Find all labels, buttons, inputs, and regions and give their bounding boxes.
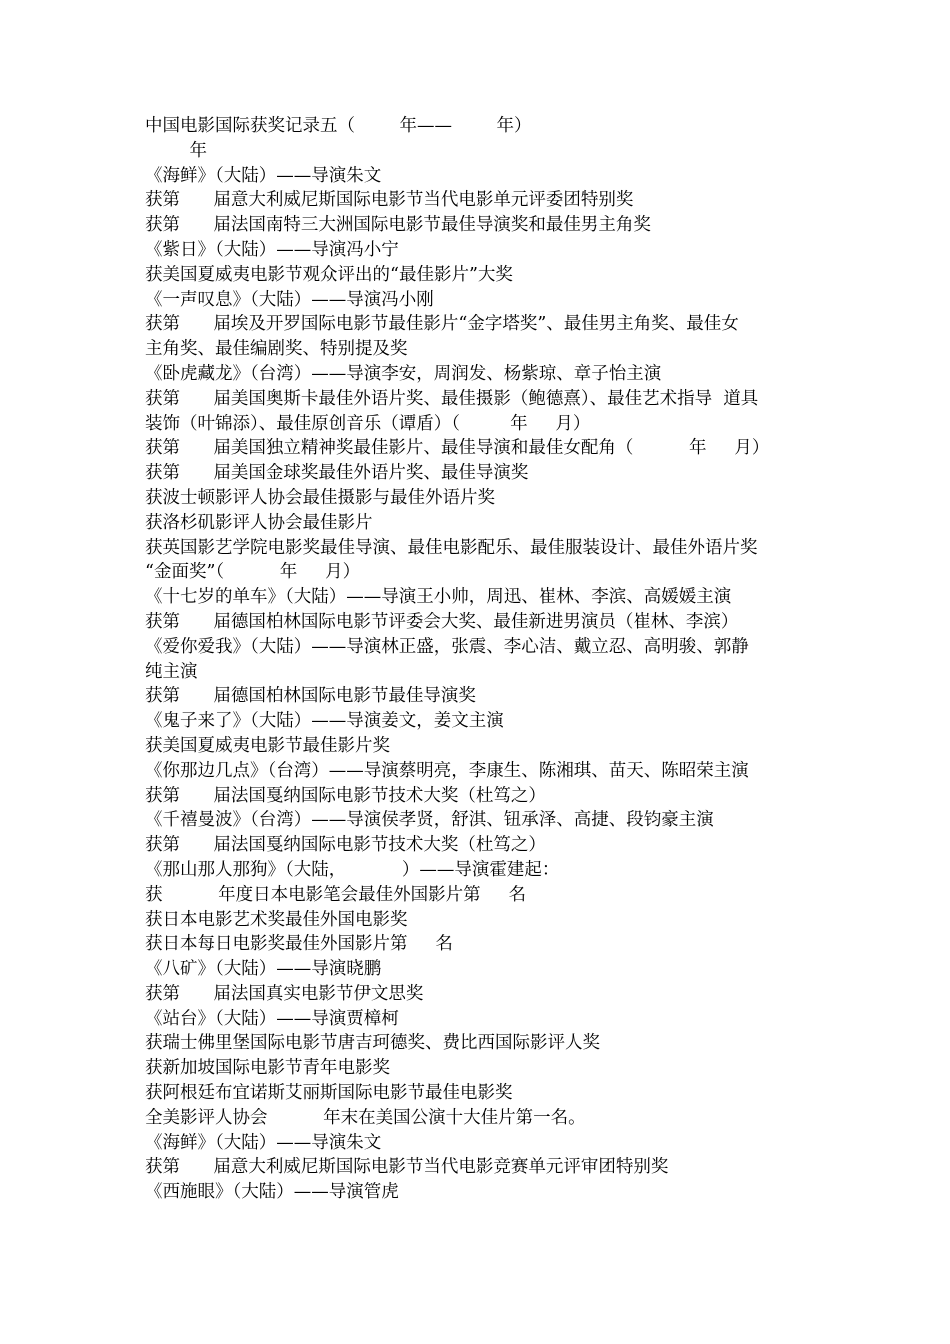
film-entry: 《千禧曼波》（台湾）——导演侯孝贤，舒淇、钮承泽、高捷、段钧豪主演	[145, 810, 714, 831]
award-line: 获第 届意大利威尼斯国际电影节当代电影单元评委团特别奖	[145, 190, 634, 211]
award-line: 获美国夏威夷电影节最佳影片奖	[145, 735, 390, 756]
award-line: 获瑞士佛里堡国际电影节唐吉珂德奖、费比西国际影评人奖	[145, 1033, 600, 1054]
award-line: 获阿根廷布宜诺斯艾丽斯国际电影节最佳电影奖	[145, 1083, 513, 1104]
year-heading: 年	[145, 140, 208, 161]
film-entry: 《西施眼》（大陆）——导演管虎	[145, 1182, 399, 1203]
award-line: 获美国夏威夷电影节观众评出的“最佳影片”大奖	[145, 264, 513, 285]
award-line: 全美影评人协会 年末在美国公演十大佳片第一名。	[145, 1107, 586, 1128]
award-line: 获第 届德国柏林国际电影节评委会大奖、最佳新进男演员（崔林、李滨）	[145, 611, 739, 632]
award-line-continued: 主角奖、最佳编剧奖、特别提及奖	[145, 339, 408, 360]
film-entry: 《卧虎藏龙》（台湾）——导演李安，周润发、杨紫琼、章子怡主演	[145, 363, 662, 384]
award-line: 获第 届意大利威尼斯国际电影节当代电影竞赛单元评审团特别奖	[145, 1157, 669, 1178]
film-entry: 《十七岁的单车》（大陆）——导演王小帅，周迅、崔林、李滨、高媛媛主演	[145, 587, 732, 608]
award-line: 获英国影艺学院电影奖最佳导演、最佳电影配乐、最佳服装设计、最佳外语片奖	[145, 537, 758, 558]
award-line: 获第 届法国戛纳国际电影节技术大奖（杜笃之）	[145, 785, 546, 806]
award-line: 获第 届法国真实电影节伊文思奖	[145, 983, 424, 1004]
film-entry: 《那山那人那狗》（大陆， ）——导演霍建起：	[145, 859, 560, 880]
award-line: 获 年度日本电影笔会最佳外国影片第 名	[145, 884, 526, 905]
award-line: 获第 届美国奥斯卡最佳外语片奖、最佳摄影（鲍德熹）、最佳艺术指导 道具	[145, 388, 759, 409]
award-line: 获第 届美国独立精神奖最佳影片、最佳导演和最佳女配角（ 年 月）	[145, 438, 770, 459]
award-line: 获第 届法国南特三大洲国际电影节最佳导演奖和最佳男主角奖	[145, 215, 651, 236]
award-line-continued: “金面奖”（ 年 月）	[145, 562, 361, 583]
film-entry: 《爱你爱我》（大陆）——导演林正盛，张震、李心洁、戴立忍、高明骏、郭静	[145, 636, 749, 657]
award-line: 获日本电影艺术奖最佳外国电影奖	[145, 909, 408, 930]
award-line: 获波士顿影评人协会最佳摄影与最佳外语片奖	[145, 487, 495, 508]
award-line: 获第 届美国金球奖最佳外语片奖、最佳导演奖	[145, 463, 529, 484]
film-entry: 《海鲜》（大陆）——导演朱文	[145, 1132, 382, 1153]
award-line: 获洛杉矶影评人协会最佳影片	[145, 512, 373, 533]
film-entry: 《八矿》（大陆）——导演晓鹏	[145, 959, 382, 980]
award-line: 获日本每日电影奖最佳外国影片第 名	[145, 934, 453, 955]
film-entry: 《紫日》（大陆）——导演冯小宁	[145, 239, 399, 260]
award-line-continued: 装饰（叶锦添）、最佳原创音乐（谭盾）（ 年 月）	[145, 413, 591, 434]
film-entry: 《站台》（大陆）——导演贾樟柯	[145, 1008, 399, 1029]
award-line: 获第 届德国柏林国际电影节最佳导演奖	[145, 686, 476, 707]
award-line: 获第 届埃及开罗国际电影节最佳影片“金字塔奖”、最佳男主角奖、最佳女	[145, 314, 739, 335]
award-line: 获第 届法国戛纳国际电影节技术大奖（杜笃之）	[145, 835, 546, 856]
film-entry: 《一声叹息》（大陆）——导演冯小刚	[145, 289, 434, 310]
film-entry: 《鬼子来了》（大陆）——导演姜文，姜文主演	[145, 711, 504, 732]
film-entry-continued: 纯主演	[145, 661, 198, 682]
document-title: 中国电影国际获奖记录五（ 年—— 年）	[145, 116, 532, 136]
film-entry: 《海鲜》（大陆）——导演朱文	[145, 165, 382, 186]
document-body	[145, 114, 825, 1205]
film-entry: 《你那边几点》（台湾）——导演蔡明亮，李康生、陈湘琪、苗天、陈昭荣主演	[145, 760, 749, 781]
award-line: 获新加坡国际电影节青年电影奖	[145, 1058, 390, 1079]
